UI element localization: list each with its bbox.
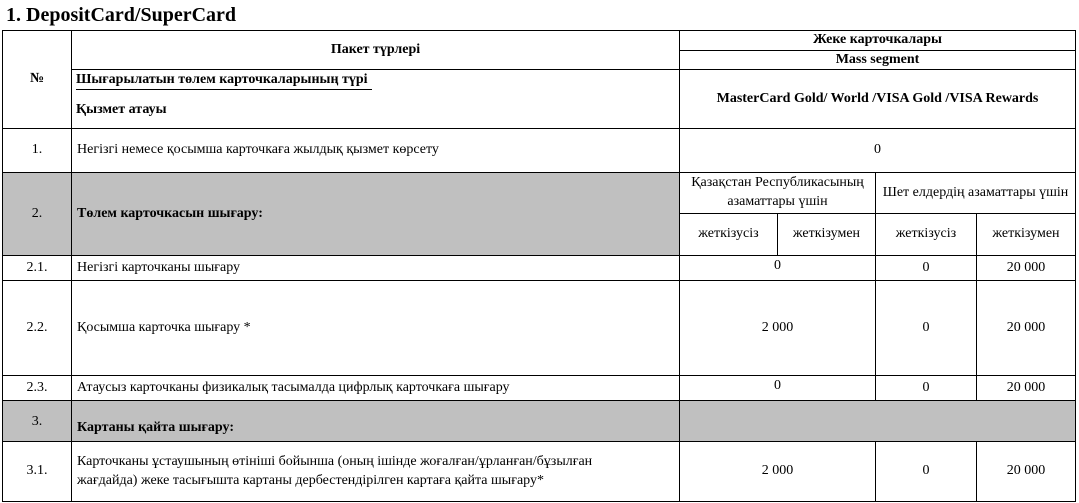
- row2-2-kz: 2 000: [679, 280, 876, 376]
- row3-1-foreign-delivery: 20 000: [976, 441, 1076, 502]
- row2-kz-with-delivery: жеткізумен: [777, 213, 876, 256]
- header-package-types: Пакет түрлері: [72, 31, 679, 70]
- header-card-brands: MasterCard Gold/ World /VISA Gold /VISA Rewards: [679, 69, 1076, 129]
- header-no: №: [2, 30, 72, 129]
- row2-2-foreign-no-delivery: 0: [875, 280, 977, 376]
- row2-1-foreign-delivery: 20 000: [976, 255, 1076, 281]
- row2-foreign-with-delivery: жеткізумен: [976, 213, 1076, 256]
- header-block: [71, 30, 680, 129]
- row2-kz-no-delivery: жеткізусіз: [679, 213, 778, 256]
- row2-foreign-citizens: Шет елдердің азаматтары үшін: [875, 172, 1076, 214]
- row3-1-name: Карточканы ұстаушының өтініші бойынша (оның ішінде жоғалған/ұрланған/бұзылған жағдайда) жеке тасығышта картаны дербестендірілген картаға қайта шығару*: [71, 441, 680, 502]
- row2-3-foreign-no-delivery: 0: [875, 375, 977, 401]
- row2-2-foreign-delivery: 20 000: [976, 280, 1076, 376]
- row2-name: Төлем карточкасын шығару:: [71, 172, 680, 256]
- header-personal-cards: Жеке карточкалары: [679, 30, 1076, 51]
- row2-no: 2.: [2, 172, 72, 256]
- header-service-name: Қызмет атауы: [76, 101, 167, 117]
- row1-value: 0: [679, 128, 1076, 173]
- row2-2-name: Қосымша карточка шығару *: [71, 280, 680, 376]
- row2-3-no: 2.3.: [2, 375, 72, 401]
- row2-1-kz: 0: [679, 255, 876, 281]
- row2-3-kz: 0: [679, 375, 876, 401]
- row2-1-name: Негізгі карточканы шығару: [71, 255, 680, 281]
- row3-name: Картаны қайта шығару:: [71, 400, 680, 442]
- row2-3-foreign-delivery: 20 000: [976, 375, 1076, 401]
- page-title: 1. DepositCard/SuperCard: [6, 4, 237, 26]
- row3-1-no: 3.1.: [2, 441, 72, 502]
- row3-1-kz: 2 000: [679, 441, 876, 502]
- row2-foreign-no-delivery: жеткізусіз: [875, 213, 977, 256]
- row3-1-foreign-no-delivery: 0: [875, 441, 977, 502]
- row3-values: [679, 400, 1076, 442]
- row1-name: Негізгі немесе қосымша карточкаға жылдық қызмет көрсету: [71, 128, 680, 173]
- row2-kz-citizens: Қазақстан Республикасының азаматтары үшін: [679, 172, 876, 214]
- row1-no: 1.: [2, 128, 72, 173]
- row2-3-name: Атаусыз карточканы физикалық тасымалда цифрлық карточкаға шығару: [71, 375, 680, 401]
- row2-2-no: 2.2.: [2, 280, 72, 376]
- header-mass-segment: Mass segment: [679, 50, 1076, 70]
- header-card-type: Шығарылатын төлем карточкаларының түрі: [76, 71, 372, 90]
- row2-1-foreign-no-delivery: 0: [875, 255, 977, 281]
- row3-no: 3.: [2, 400, 72, 442]
- row2-1-no: 2.1.: [2, 255, 72, 281]
